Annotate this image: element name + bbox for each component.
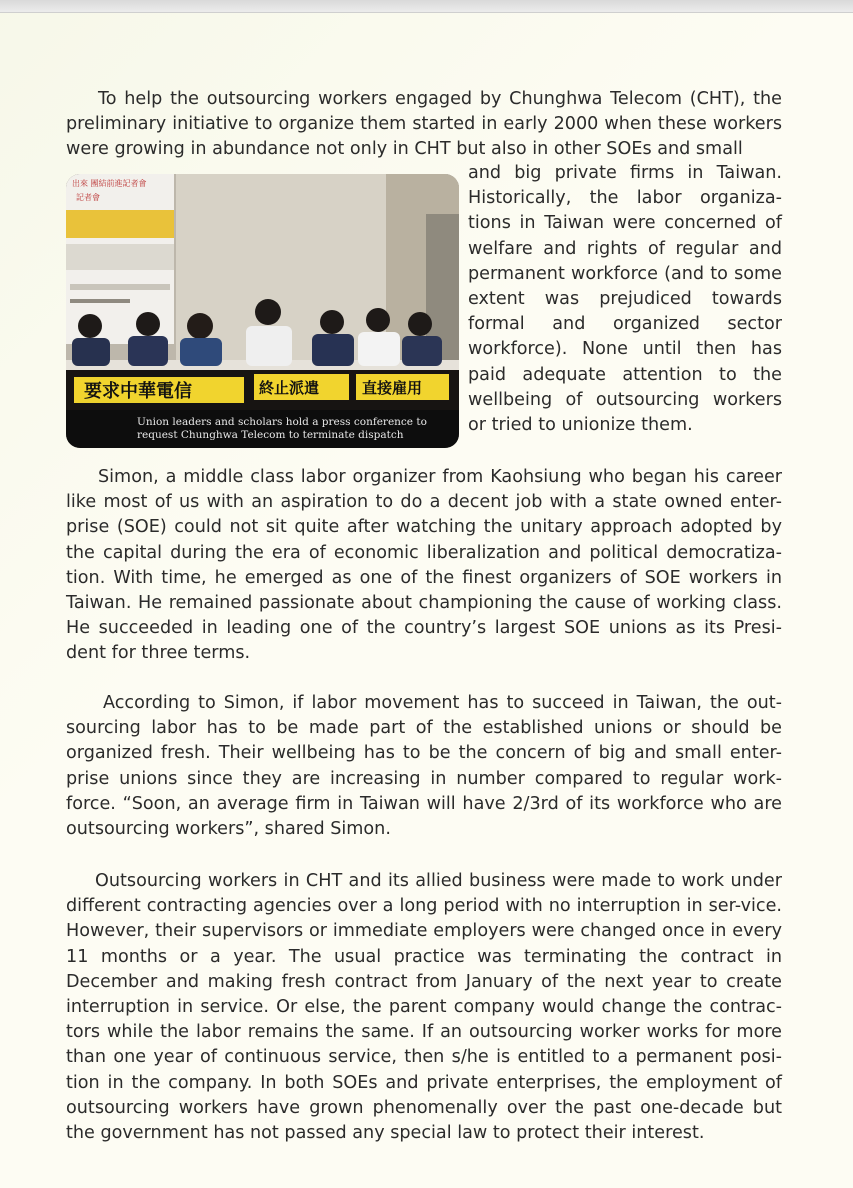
paragraph-4: Outsourcing workers in CHT and its allied business were made to work under different contracting agencies over a long period with no interruption in ser-vice. However, their supervisors or immediate employers were changed once in every 11 months or a year. The usual practice was terminating the contract in December and making fresh contract from January of the next year to create interruption in service. Or else, the parent company would change the contrac-tors while the labor remains the same. If an outsourcing worker works for more than one year of continuous service, then s/he is entitled to a permanent posi-tion in the company. In both SOEs and private enterprises, the employment of outsourcing workers have grown phenomenally over the past one-decade but the government has not passed any special law to protect their interest. [66,871,782,1144]
paragraph-1-wrap: and big private firms in Taiwan. Historically, the labor organiza-tions in Taiwan were concerned of welfare and rights of regular and permanent workforce (and to some extent was prejudiced towards formal and organized sector workforce). None until then has paid adequate attention to the wellbeing of outsourcing workers or tried to unionize them. [468,163,782,436]
photo-caption-line-2: request Chunghwa Telecom to terminate dispatch [137,429,404,441]
top-edge-bar [0,0,853,13]
paragraph-2: Simon, a middle class labor organizer from Kaohsiung who began his career like most of us with an aspiration to do a decent job with a state owned enter-prise (SOE) could not sit quite after watching the unitary approach adopted by the capital during the era of economic liberalization and political democratiza-tion. With time, he emerged as one of the finest organizers of SOE workers in Taiwan. He remained passionate about championing the cause of working class. He succeeded in leading one of the country’s largest SOE unions as its Presi-dent for three terms. [66,467,782,664]
banner-mid-text: 終止派遣 [259,379,320,397]
photo-caption-line-1: Union leaders and scholars hold a press conference to [137,416,427,428]
paragraph-3: According to Simon, if labor movement has to succeed in Taiwan, the out-sourcing labor has to be made part of the established unions or should be organized fresh. Their wellbeing has to be the concern of big and small enter-prise unions since they are increasing in number compared to regular work-force. “Soon, an average firm in Taiwan will have 2/3rd of its workforce who are outsourcing workers”, shared Simon. [66,693,782,840]
document-page [0,13,853,1188]
paragraph-1-lead: To help the outsourcing workers engaged by Chunghwa Telecom (CHT), the preliminary initiative to organize them started in early 2000 when these workers were growing in abundance not only in CHT but also in other SOEs and small [66,89,782,160]
screen-title: 出來 團結前進記者會 [72,179,147,188]
photo-caption [66,410,459,448]
press-conference-photo [66,174,459,448]
screen-subtitle: 記者會 [76,193,100,202]
photo-illustration [66,174,459,448]
banner-left-text: 要求中華電信 [84,381,192,402]
banner-right-text: 直接雇用 [362,379,423,397]
